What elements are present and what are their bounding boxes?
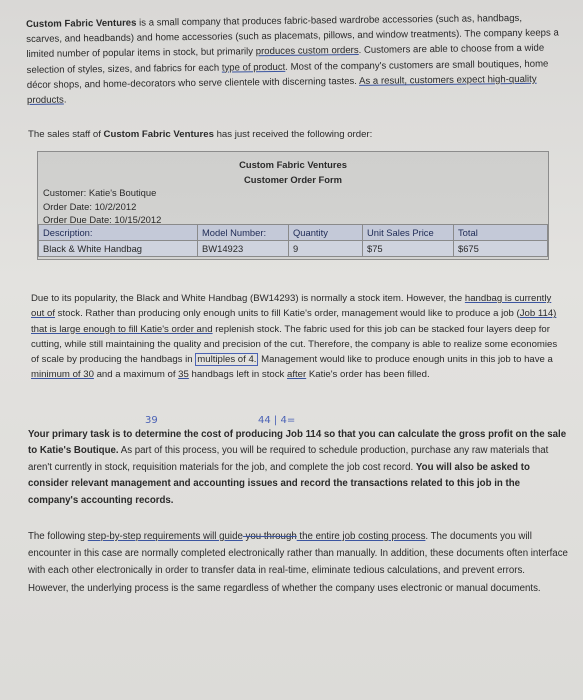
- circled-note: multiples of 4.: [197, 354, 257, 366]
- header-total: Total: [454, 225, 548, 241]
- order-intro: The sales staff of Custom Fabric Ventures has just received the following order:: [28, 129, 373, 140]
- form-company-title: Custom Fabric Ventures: [239, 159, 347, 170]
- cell-description: Black & White Handbag: [39, 241, 198, 257]
- situation-paragraph: Due to its popularity, the Black and White Handbag (BW14293) is normally a stock item. However, the handbag is currently out of stock. Rather than producing only enough units to fill Katie's order, management would like to produce a job (Job 114) that is large enough to fill Katie's order and replenish stock. The fabric used for this job can be stacked four layers deep for cutting, while still maintaining the quality and precision of the cut. Therefore, the company is able to realize some economies of scale by producing the handbags in multiples of 4. Management would like to produce enough units in this job to have a minimum of 30 and a maximum of 35 handbags left in stock after Katie's order has been filled.: [31, 293, 558, 381]
- intro-paragraph: Custom Fabric Ventures is a small company that produces fabric-based wardrobe accessories (such as, handbags, scarves, and headbands) and home accessories (such as placemats, pillows, and window treatments). The company keeps a limited number of popular items in stock, but primarily produces custom orders. Customers are able to choose from a wide selection of styles, sizes, and fabrics for each type of product. Most of the company's customers are small boutiques, home décor shops, and home-decorators who serve clientele with discerning tastes. As a result, customers expect high-quality products.: [26, 12, 559, 107]
- header-quantity: Quantity: [289, 225, 363, 241]
- customer-order-form: [37, 151, 549, 260]
- cell-unit-price: $75: [363, 241, 454, 257]
- closing-paragraph: The following step-by-step requirements will guide you through the entire job costing process. The documents you will encounter in this case are normally completed electronically rather than manually. In addition, these documents often interface with each other electronically in order to transfer data in real-time, eliminate tedious calculations, and prevent errors. However, the underlying process is the same regardless of whether the company uses electronic or manual documents.: [28, 531, 568, 594]
- header-model: Model Number:: [198, 225, 289, 241]
- order-table-header: [39, 225, 548, 241]
- order-table-row: [39, 241, 548, 257]
- handwritten-note-1: 39: [145, 415, 158, 426]
- cell-model: BW14923: [198, 241, 289, 257]
- header-unit-price: Unit Sales Price: [363, 225, 454, 241]
- form-customer: Customer: Katie's Boutique: [43, 187, 157, 198]
- company-name: Custom Fabric Ventures: [26, 17, 137, 30]
- header-description: Description:: [39, 225, 198, 241]
- cell-quantity: 9: [289, 241, 363, 257]
- order-table: [38, 224, 548, 257]
- form-due-date: Order Due Date: 10/15/2012: [43, 214, 162, 225]
- form-title: Customer Order Form: [244, 174, 342, 185]
- cell-total: $675: [454, 241, 548, 257]
- task-paragraph: Your primary task is to determine the cost of producing Job 114 so that you can calculate the gross profit on the sale to Katie's Boutique. As part of this process, you will be required to schedule production, purchase any raw materials that aren't currently in stock, requisition materials for the job, and complete the job cost record. You will also be asked to consider relevant management and accounting issues and record the transactions related to this job in the company's accounting records.: [28, 429, 567, 506]
- handwritten-note-2: 44 | 4=: [258, 415, 296, 426]
- form-order-date: Order Date: 10/2/2012: [43, 201, 137, 212]
